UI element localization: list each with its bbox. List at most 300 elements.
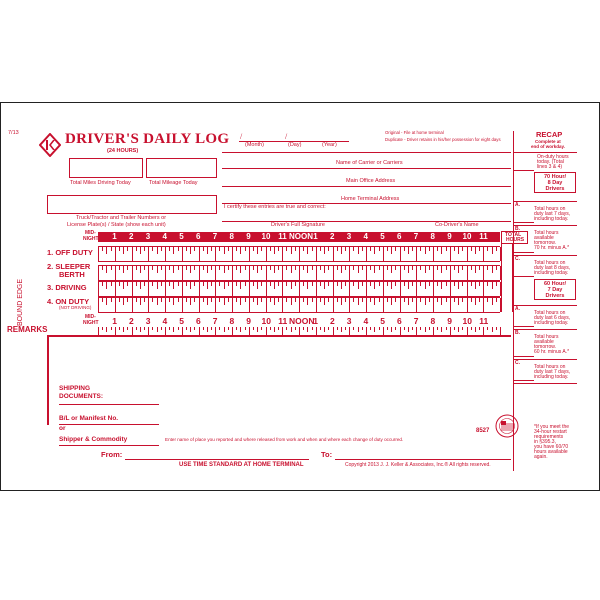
remarks-tick — [441, 327, 442, 332]
grid-tick — [408, 282, 409, 289]
grid-tick — [132, 298, 133, 312]
grid-tick — [316, 247, 317, 261]
grid-tick — [165, 282, 166, 296]
remarks-tick — [320, 327, 321, 330]
recap-note-6: hours available — [534, 449, 568, 455]
remarks-tick — [492, 327, 493, 332]
bottom-hour-label-hour-1-pm: 1 — [313, 316, 318, 326]
grid-tick — [98, 266, 99, 280]
remarks-tick — [232, 327, 233, 335]
main-office-line[interactable] — [222, 186, 511, 187]
top-hour-label-hour-5-am: 5 — [179, 232, 184, 241]
recap-rule-6 — [514, 329, 577, 330]
grid-tick — [291, 247, 292, 254]
grid-tick — [420, 247, 421, 251]
grid-tick — [253, 298, 254, 302]
recap-rule-7 — [514, 359, 577, 360]
remarks-tick — [165, 327, 166, 335]
grid-tick — [270, 266, 271, 270]
grid-tick — [337, 282, 338, 286]
grid-tick — [194, 282, 195, 286]
total-mileage-box[interactable] — [146, 158, 217, 178]
grid-tick — [161, 266, 162, 270]
grid-tick — [148, 247, 149, 261]
grid-tick — [370, 298, 371, 302]
grid-tick — [132, 247, 133, 261]
grid-tick — [257, 247, 258, 254]
grid-tick — [328, 266, 329, 270]
sleeper-berth-grid[interactable] — [98, 265, 500, 281]
remarks-tick — [119, 327, 120, 330]
shipper-line[interactable] — [59, 445, 159, 446]
on-duty-grid[interactable] — [98, 297, 500, 313]
duty-row-label-berth: BERTH — [59, 270, 85, 279]
grid-tick — [441, 282, 442, 289]
grid-tick — [182, 298, 183, 312]
remarks-tick — [261, 327, 262, 330]
grid-tick — [157, 266, 158, 273]
recap-70-b-4: 70 hr. minus A.* — [534, 245, 570, 251]
grid-tick — [119, 266, 120, 270]
home-terminal-label: Home Terminal Address — [341, 196, 400, 202]
grid-tick — [345, 298, 346, 302]
grid-tick — [358, 266, 359, 273]
grid-tick — [467, 282, 468, 296]
grid-tick — [123, 282, 124, 289]
grid-tick — [487, 266, 488, 270]
shipping-label-1: SHIPPING — [59, 385, 91, 392]
grid-tick — [312, 266, 313, 270]
grid-tick — [312, 298, 313, 302]
remarks-tick — [462, 327, 463, 330]
grid-tick — [144, 282, 145, 286]
remarks-tick — [395, 327, 396, 330]
grid-tick — [278, 247, 279, 251]
grid-tick — [173, 266, 174, 273]
grid-tick — [249, 282, 250, 296]
grid-tick — [446, 282, 447, 286]
remarks-tick — [450, 327, 451, 335]
grid-tick — [412, 282, 413, 286]
grid-tick — [370, 266, 371, 270]
grid-tick — [274, 282, 275, 289]
top-hour-label-hour-3-am: 3 — [145, 232, 151, 241]
grid-tick — [106, 282, 107, 289]
bottom-hour-label-hour-5-pm: 5 — [380, 316, 385, 326]
recap-70-a-letter: A. — [515, 202, 520, 208]
grid-tick — [450, 266, 451, 280]
grid-tick — [487, 247, 488, 251]
shipper-label: Shipper & Commodity — [59, 436, 128, 443]
grid-tick — [307, 298, 308, 305]
grid-tick — [169, 282, 170, 286]
recap-60-c-3: including today. — [534, 374, 569, 380]
grid-tick — [454, 266, 455, 270]
grid-tick — [345, 282, 346, 286]
grid-tick — [253, 266, 254, 270]
grid-tick — [353, 282, 354, 286]
remarks-tick — [127, 327, 128, 330]
grid-tick — [194, 298, 195, 302]
remarks-tick — [236, 327, 237, 330]
grid-tick — [207, 247, 208, 254]
grid-tick — [173, 247, 174, 254]
grid-tick — [320, 282, 321, 286]
grid-tick — [467, 247, 468, 261]
total-mileage-label: Total Mileage Today — [149, 180, 198, 186]
grid-tick — [102, 298, 103, 302]
midnight-label-2: NIGHT — [83, 236, 99, 242]
grid-tick — [462, 247, 463, 251]
grid-tick — [420, 266, 421, 270]
grid-tick — [102, 247, 103, 251]
grid-tick — [450, 298, 451, 312]
grid-tick — [240, 282, 241, 289]
hour-header-bar-top — [98, 232, 500, 242]
shipping-line[interactable] — [59, 404, 159, 405]
grid-tick — [483, 247, 484, 261]
remarks-tick — [178, 327, 179, 330]
remarks-tick — [194, 327, 195, 330]
duty-row-label-off-duty: 1. OFF DUTY — [47, 248, 93, 257]
remarks-tick — [249, 327, 250, 335]
grid-tick — [416, 266, 417, 280]
remarks-tick — [479, 327, 480, 330]
remarks-tick — [412, 327, 413, 330]
grid-tick — [333, 266, 334, 280]
remarks-tick — [257, 327, 258, 332]
grid-tick — [462, 298, 463, 302]
grid-tick — [479, 282, 480, 286]
remarks-tick — [144, 327, 145, 330]
top-hour-label-hour-6-pm: 6 — [397, 232, 402, 241]
remarks-tick — [186, 327, 187, 330]
grid-tick — [353, 266, 354, 270]
grid-tick — [274, 266, 275, 273]
grid-tick — [123, 247, 124, 254]
grid-tick — [387, 282, 388, 286]
remarks-tick — [358, 327, 359, 332]
grid-tick — [316, 298, 317, 312]
remarks-tick — [471, 327, 472, 330]
grid-tick — [433, 298, 434, 312]
grid-tick — [454, 298, 455, 302]
grid-tick — [471, 266, 472, 270]
grid-tick — [458, 298, 459, 305]
or-label: or — [59, 425, 66, 432]
grid-tick — [111, 266, 112, 270]
recap-70-b-3: tomorrow. — [534, 240, 556, 246]
grid-tick — [144, 247, 145, 251]
remarks-tick — [437, 327, 438, 330]
grid-tick — [157, 298, 158, 305]
grid-tick — [148, 298, 149, 312]
remarks-tick — [266, 327, 267, 335]
grid-tick — [479, 298, 480, 302]
recap-60-b-line[interactable] — [514, 356, 534, 357]
grid-tick — [203, 298, 204, 302]
bottom-hour-label-noon: NOON — [289, 316, 315, 326]
grid-tick — [475, 247, 476, 254]
remarks-tick — [278, 327, 279, 330]
signature-label: Driver's Full Signature — [271, 222, 325, 228]
remarks-tick — [299, 327, 300, 335]
grid-tick — [400, 298, 401, 312]
grid-tick — [333, 247, 334, 261]
grid-tick — [148, 266, 149, 280]
bottom-hour-label-hour-7-am: 7 — [212, 316, 218, 326]
grid-tick — [111, 298, 112, 302]
recap-60-b-letter: B. — [515, 330, 520, 336]
vehicle-numbers-box[interactable] — [47, 195, 217, 214]
grid-tick — [148, 282, 149, 296]
recap-70-a-3: including today. — [534, 216, 569, 222]
grid-tick — [341, 247, 342, 254]
date-month-label: (Month) — [245, 142, 264, 148]
grid-tick — [282, 266, 283, 280]
remarks-tick — [307, 327, 308, 332]
remarks-tick — [102, 327, 103, 330]
grid-tick — [425, 298, 426, 305]
grid-tick — [240, 266, 241, 273]
recap-rule-8 — [514, 383, 577, 384]
grid-tick — [140, 266, 141, 273]
remarks-tick — [98, 327, 99, 335]
total-hours-column[interactable] — [501, 244, 513, 312]
remarks-tick — [132, 327, 133, 335]
grid-tick — [278, 298, 279, 302]
recap-60-c-line[interactable] — [514, 380, 534, 381]
grid-tick — [190, 282, 191, 289]
grid-tick — [161, 298, 162, 302]
grid-tick — [395, 282, 396, 286]
remarks-tick — [240, 327, 241, 332]
grid-tick — [420, 282, 421, 286]
recap-70-c-line[interactable] — [514, 276, 534, 277]
grid-tick — [345, 247, 346, 251]
time-standard-note: USE TIME STANDARD AT HOME TERMINAL — [179, 462, 304, 468]
bottom-hour-label-hour-10-am: 10 — [261, 316, 271, 326]
recap-70-a-line[interactable] — [514, 222, 534, 223]
bl-line[interactable] — [59, 424, 159, 425]
bottom-hour-label-hour-11-am: 11 — [278, 316, 288, 326]
grid-tick — [328, 247, 329, 251]
midnight-bottom-label-1: MID- — [85, 314, 96, 320]
grid-tick — [324, 282, 325, 289]
grid-tick — [282, 247, 283, 261]
form-title: DRIVER'S DAILY LOG — [65, 131, 230, 147]
grid-tick — [266, 282, 267, 296]
grid-tick — [228, 247, 229, 251]
remarks-tick — [328, 327, 329, 330]
date-slash-2: / — [285, 132, 288, 141]
grid-tick — [115, 282, 116, 296]
recap-60-a-3: including today. — [534, 320, 569, 326]
grid-tick — [266, 298, 267, 312]
grid-tick — [496, 282, 497, 286]
recap-note-2: 34-hour restart — [534, 429, 567, 435]
grid-tick — [219, 282, 220, 286]
grid-tick — [429, 298, 430, 302]
grid-tick — [228, 266, 229, 270]
recap-onduty-line[interactable] — [514, 170, 534, 171]
grid-tick — [98, 282, 99, 296]
remarks-tick — [303, 327, 304, 330]
grid-tick — [366, 247, 367, 261]
grid-tick — [349, 266, 350, 280]
copyright-text: Copyright 2013 J. J. Keller & Associates, Inc.® All rights reserved. — [345, 462, 491, 468]
grid-tick — [374, 266, 375, 273]
grid-tick — [245, 298, 246, 302]
grid-tick — [224, 282, 225, 289]
remarks-tick — [416, 327, 417, 335]
grid-tick — [173, 282, 174, 289]
instructions-text: Enter name of place you reported and where released from work and when and where each change of duty occurred. — [165, 437, 404, 442]
grid-tick — [152, 282, 153, 286]
grid-tick — [270, 282, 271, 286]
grid-tick — [295, 298, 296, 302]
remarks-tick — [383, 327, 384, 335]
grid-tick — [161, 282, 162, 286]
recap-60-b-4: 60 hr. minus A.* — [534, 349, 570, 355]
grid-tick — [228, 298, 229, 302]
grid-tick — [404, 266, 405, 270]
grid-tick — [383, 282, 384, 296]
recap-60-hour-box — [534, 279, 576, 300]
bottom-hour-label-hour-1-am: 1 — [112, 316, 117, 326]
grid-tick — [215, 298, 216, 312]
grid-tick — [178, 266, 179, 270]
grid-tick — [249, 298, 250, 312]
remarks-tick — [400, 327, 401, 335]
grid-tick — [299, 266, 300, 280]
grid-tick — [320, 247, 321, 251]
total-hours-label-2: HOURS — [506, 237, 525, 243]
grid-tick — [358, 247, 359, 254]
recap-70-b-line[interactable] — [514, 252, 534, 253]
grid-tick — [140, 247, 141, 254]
grid-tick — [245, 247, 246, 251]
recap-70-c-3: including today. — [534, 270, 569, 276]
top-hour-label-hour-2-am: 2 — [129, 232, 134, 241]
to-line[interactable] — [335, 459, 511, 460]
grid-tick — [337, 266, 338, 270]
recap-70-b-letter: B. — [515, 226, 520, 232]
remarks-tick — [391, 327, 392, 332]
grid-tick — [483, 282, 484, 296]
remarks-tick — [487, 327, 488, 330]
bottom-hour-label-hour-8-am: 8 — [229, 316, 235, 326]
grid-tick — [219, 298, 220, 302]
remarks-tick — [245, 327, 246, 330]
remarks-tick — [349, 327, 350, 335]
grid-tick — [362, 266, 363, 270]
grid-tick — [190, 266, 191, 273]
grid-tick — [165, 247, 166, 261]
recap-note-3: requirements — [534, 434, 564, 440]
grid-tick — [483, 298, 484, 312]
grid-tick — [245, 282, 246, 286]
remarks-tick — [203, 327, 204, 330]
carrier-line[interactable] — [222, 168, 511, 169]
grid-tick — [115, 266, 116, 280]
top-hour-label-hour-11-am: 11 — [278, 232, 287, 241]
remarks-tick — [161, 327, 162, 330]
remarks-tick — [173, 327, 174, 332]
recap-70-line-3: Drivers — [545, 186, 565, 192]
driving-grid[interactable] — [98, 281, 500, 297]
recap-60-b-2: available — [534, 339, 554, 345]
recap-70-line-1: 70 Hour/ — [543, 174, 566, 180]
grid-tick — [111, 247, 112, 251]
grid-tick — [379, 282, 380, 286]
grid-tick — [391, 266, 392, 273]
carrier-label: Name of Carrier or Carriers — [336, 160, 403, 166]
grid-tick — [203, 266, 204, 270]
from-line[interactable] — [125, 459, 309, 460]
grid-tick — [429, 282, 430, 286]
grid-tick — [462, 282, 463, 286]
grid-tick — [425, 247, 426, 254]
top-hour-label-hour-9-am: 9 — [246, 232, 251, 241]
grid-tick — [475, 298, 476, 305]
grid-tick — [358, 282, 359, 289]
grid-tick — [412, 266, 413, 270]
grid-tick — [127, 266, 128, 270]
grid-tick — [215, 247, 216, 261]
off-duty-grid[interactable] — [98, 246, 500, 262]
grid-tick — [215, 282, 216, 296]
remarks-tick — [446, 327, 447, 330]
grid-tick — [190, 247, 191, 254]
remarks-top-rule — [47, 335, 511, 337]
grid-tick — [106, 266, 107, 273]
grid-tick — [257, 266, 258, 273]
grid-tick — [341, 282, 342, 289]
grid-tick — [395, 247, 396, 251]
remarks-tick — [169, 327, 170, 330]
grid-tick — [328, 282, 329, 286]
grid-tick — [253, 247, 254, 251]
grid-tick — [136, 247, 137, 251]
grid-tick — [157, 282, 158, 289]
grid-tick — [261, 266, 262, 270]
grid-tick — [303, 266, 304, 270]
top-hour-label-hour-6-am: 6 — [196, 232, 201, 241]
grid-tick — [475, 266, 476, 273]
top-rule — [222, 152, 511, 153]
total-miles-driving-label: Total Miles Driving Today — [70, 180, 131, 186]
total-miles-driving-box[interactable] — [69, 158, 143, 178]
form-code: 7/13 — [8, 130, 19, 136]
remarks-tick — [106, 327, 107, 332]
grid-tick — [471, 282, 472, 286]
recap-subtitle-1: Complete at — [535, 139, 561, 144]
bottom-hour-label-hour-4-pm: 4 — [363, 316, 369, 326]
remarks-tick — [312, 327, 313, 330]
grid-tick — [416, 298, 417, 312]
remarks-tick — [215, 327, 216, 335]
recap-rule-4 — [514, 255, 577, 256]
recap-60-b-3: tomorrow. — [534, 344, 556, 350]
grid-tick — [496, 247, 497, 251]
grid-tick — [492, 298, 493, 305]
grid-tick — [404, 247, 405, 251]
grid-tick — [366, 298, 367, 312]
recap-60-a-line[interactable] — [514, 326, 534, 327]
grid-tick — [471, 298, 472, 302]
remarks-tick — [454, 327, 455, 330]
